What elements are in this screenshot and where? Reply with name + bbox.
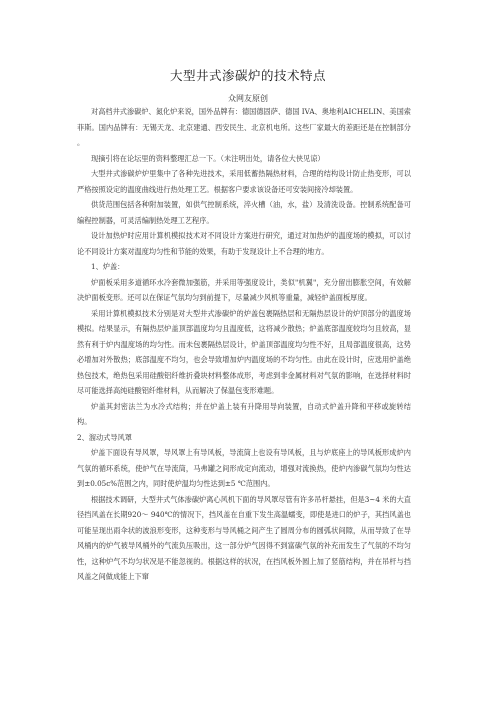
body-paragraph: 设计加热炉时应用计算机模拟技术对不同设计方案进行研究，通过对加热炉的温度场的模拟，可以讨论不同设计方案对温度均匀性和节能的效果，有助于发现设计上不合理的地方。 [77,231,411,256]
body-paragraph: 大型井式渗碳炉炉里集中了各种先进技术，采用低蓄热隔热材料，合理的结构设计防止热变形，可以严格按照设定的温度曲线进行热处理工艺。根据客户要求该设备还可安装间接冷却装置。 [77,169,411,194]
section-heading: 1、炉盖： [91,262,125,271]
body-paragraph: 炉盖下面设有导风罩，导风罩上有导风板，导流筒上也设有导风板，且与炉底座上的导风板形成炉内气氛的循环系统，使炉气在导流筒，马弗罐之间形成定向流动，增强对流换热，使炉内渗碳气氛均匀性达到±0.05c%范围之内，同时使炉温均匀性达到±5 ℃范围内。 [77,448,411,488]
body-paragraph: 根据技术调研，大型井式气体渗碳炉离心风机下面的导风罩尽管有许多吊杆悬挂，但是3~4 米的大直径挡风盖在长期920～ 940℃的情况下，挡风盖在自重下发生高温蠕变，即使是进口的炉子，其挡风盖也可能呈现出雨伞状的波浪形变形，这种变形与导风桶之间产生了圆周分布的圆弧状间隙，从而导致了在导风桶内的炉气被导风桶外的气流负压吸出，这一部分炉气因得不到富碳气氛的补充而发生了气氛的不均匀性，这种炉气不均匀状况是不能忽视的。根据这样的状况，在挡风板外圆上加了竖筋结构，并在吊杆与挡风盖之间做成能上下窜 [77,494,411,581]
body-paragraph: 炉盖其封密法兰为水冷式结构；并在炉盖上装有升降用导向装置，自动式炉盖升降和平移或旋转结构。 [77,401,411,426]
body-paragraph: 采用计算机模拟技术分别是对大型井式渗碳炉的炉盖包裹隔热层和无隔热层设计的炉顶部分的温度场模拟。结果显示，有隔热层炉盖顶部温度均匀且温度低，这将减少散热；炉盖底部温度较均匀且较高，显然有利于炉内温度场的均匀性。而未包裹隔热层设计，炉盖顶部温度均匀性不好，且局部温度很高，这势必增加对外散热；底部温度不均匀，也会导致增加炉内温度场的不均匀性。由此在设计时，应选用炉盖绝热包技术，绝热包采用硅酸铝纤维折叠块材料整体成形，考虑到非金属材料对气氛的影响，在选择材料时尽可能选择高纯硅酸铝纤维材料，从而解决了保温包变形难题。 [77,308,411,395]
document-body [77,104,411,585]
body-paragraph: 炉面板采用多道循环水冷套微加强筋，并采用等强度设计，类似"机翼"，充分留出膨胀空间，有效解决炉面板变形。还可以在保证气氛均匀到前提下，尽量减少风机等重量，减轻炉盖面板厚度。 [77,277,411,302]
section-heading: 2、溜动式导风罩 [77,432,132,442]
document-author: 众网友原创 [228,94,268,103]
body-paragraph: 对高档井式渗碳炉、氮化炉来说，国外品牌有：德国德固萨、德国 IVA、奥地利AICHELIN、美国索菲斯。国内品牌有：无锡天龙、北京建通、西安民生、北京机电所。这些厂家最大的差距还是在控制部分 。 [77,107,411,147]
body-paragraph: 供货范围包括各种附加装置，如供气控制系统，淬火槽（油，水，盐）及清洗设备。控制系统配备可编程控制器，可灵活编制热处理工艺程序。 [77,200,411,225]
document-title: 大型井式渗碳炉的技术特点 [169,68,326,83]
body-paragraph: 现摘引将在论坛里的资料整理汇总一下。（未注明出处，请各位大侠见谅） [91,153,325,163]
